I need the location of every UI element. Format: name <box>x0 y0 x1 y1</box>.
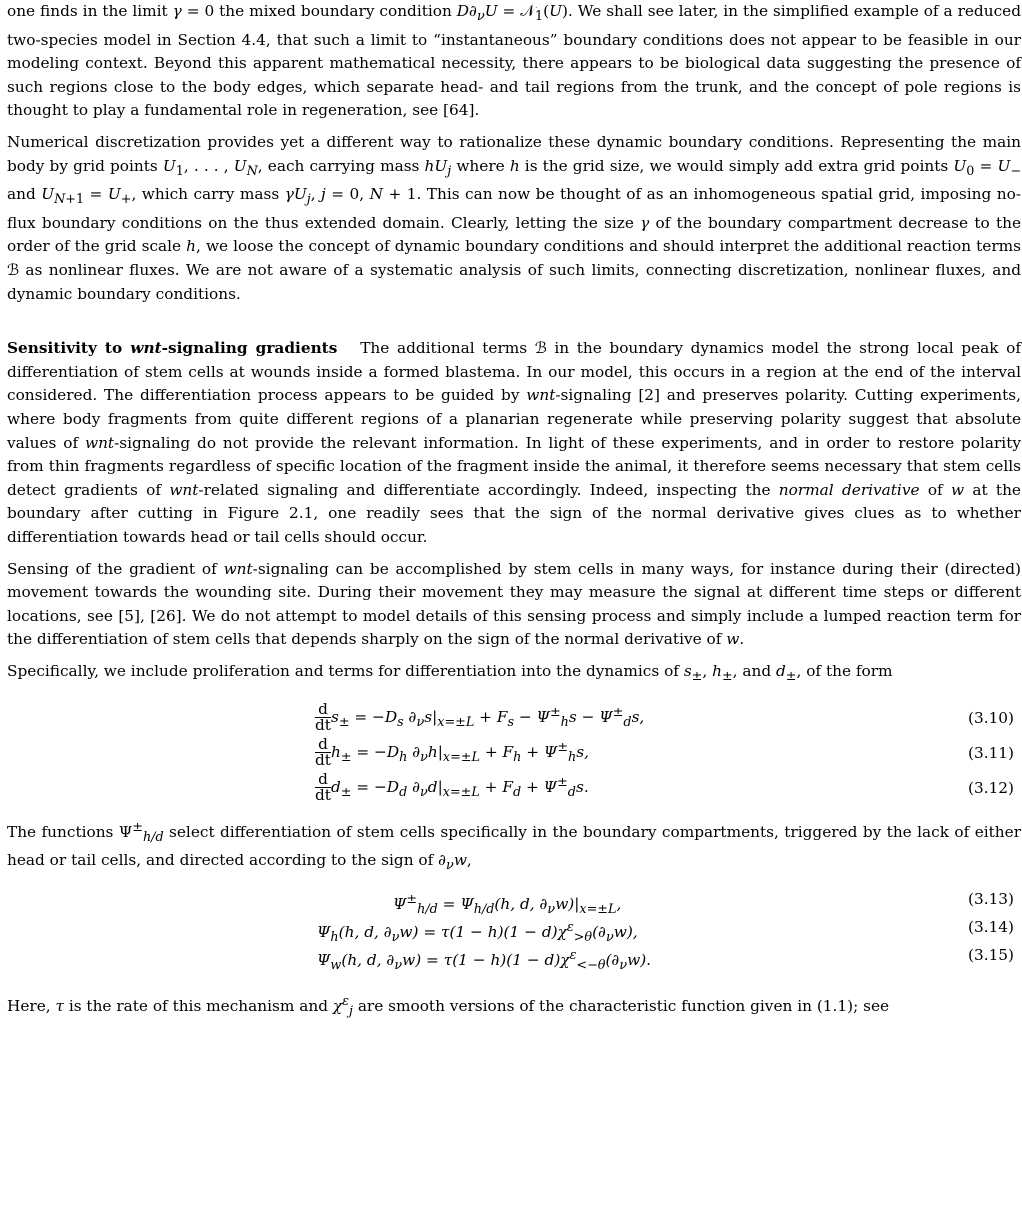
equation-block-dynamics <box>7 701 1021 806</box>
equation-3-10: $\frac{d}{dt}$ $s_\pm = -D_s$ $\partial_\nu s|_{x=\pm L} + F_s - \Psi^\pm_hs - \Psi^\pm_ds$, (3.10) <box>315 700 1014 735</box>
equation-3-15: $\Psi_w(h$, d, $\partial_\nu w) = \tau(1 - h)(1 - d)\chi^\varepsilon_{<-\theta}(\partial_\nu w)$. (3.15) <box>317 946 1014 974</box>
paragraph-discretization: Numerical discretization provides yet a different way to rationalize these dynamic boundary conditions. Representing the main body by grid points $U_1$, . . . , $U_N$, each carrying mass $hU_j$ where h is the grid size, we would simply add extra grid points $U_0 = U_-$ and $U_{N+1} = U_+$, which carry mass $\gamma U_j$, j = 0, N + 1. This can now be thought of as an inhomogeneous spatial grid, imposing no-flux boundary conditions on the thus extended domain. Clearly, letting the size γ of the boundary compartment decrease to the order of the grid scale h, we loose the concept of dynamic boundary conditions and should interpret the additional reaction terms ℬ as nonlinear fluxes. We are not aware of a systematic analysis of such limits, connecting discretization, nonlinear fluxes, and dynamic boundary conditions. <box>7 133 1022 303</box>
paragraph-gradient-sensing: Sensing of the gradient of wnt-signaling can be accomplished by stem cells in many ways, for instance during their (directed) movement towards the wounding site. During their movement they may measure the signal at different time steps or different locations, see [5], [26]. We do not attempt to model details of this sensing process and simply include a lumped reaction term for the differentiation of stem cells that depends sharply on the sign of the normal derivative of w. <box>7 559 1021 649</box>
paragraph-sensitivity: Sensitivity to wnt-signaling gradients The additional terms ℬ in the boundary dynamics model the strong local peak of differentiation of stem cells at wounds inside a formed blastema. In our model, this occurs in a region at the end of the interval considered. The differentiation process appears to be guided by wnt-signaling [2] and preserves polarity. Cutting experiments, where body fragments from quite different regions of a planarian regenerate while preserving polarity suggest that absolute values of wnt-signaling do not provide the relevant information. In light of these experiments, and in order to restore polarity from thin fragments regardless of specific location of the fragment inside the animal, it therefore seems necessary that stem cells detect gradients of wnt-related signaling and differentiate accordingly. Indeed, inspecting the normal derivative of w at the boundary after cutting in Figure 2.1, one readily sees that the sign of the normal derivative gives clues as to whether differentiation towards head or tail cells should occur. <box>7 339 1021 547</box>
equation-3-11: $\frac{d}{dt}$ $h_\pm = -D_h$ $\partial_\nu h|_{x=\pm L} + F_h + \Psi^\pm_hs$, (3.11) <box>315 735 1014 770</box>
equation-number: (3.14) <box>968 918 1014 936</box>
equation-number: (3.12) <box>968 778 1014 797</box>
equation-number: (3.15) <box>968 946 1014 964</box>
paragraph-specifically: Specifically, we include proliferation and terms for differentiation into the dynamics of $s_\pm$, $h_\pm$, and $d_\pm$, of the form <box>7 661 893 685</box>
equation-3-14: $\Psi_h(h$, d, $\partial_\nu w) = \tau(1 - h)(1 - d)\chi^\varepsilon_{>\theta}(\partial_\nu w)$, (3.14) <box>317 918 1014 946</box>
paragraph-heading: Sensitivity to wnt-signaling gradients <box>7 339 338 358</box>
paragraph-functions: The functions $\Psi^\pm_{h/d}$ select differentiation of stem cells specifically in the boundary compartments, triggered by the lack of either head or tail cells, and directed according to the sign of $\partial_\nu w$, <box>7 819 1022 874</box>
equation-number: (3.10) <box>968 708 1014 727</box>
equation-number: (3.13) <box>968 890 1014 908</box>
paragraph-here-tau: Here, τ is the rate of this mechanism and $\chi^\varepsilon_j$ are smooth versions of the characteristic function given in (1.1); see <box>7 994 890 1020</box>
equation-3-12: $\frac{d}{dt}$ $d_\pm = -D_d$ $\partial_\nu d|_{x=\pm L} + F_d + \Psi^\pm_ds$. (3.12) <box>315 770 1014 805</box>
paragraph-boundary-limit: one finds in the limit γ = 0 the mixed boundary condition $D\partial_\nu U$ = 𝒩$_1$(U). We shall see later, in the simplified example of a reduced two-species model in Section 4.4, that such a limit to “instantaneous” boundary conditions does not appear to be feasible in our modeling context. Beyond this apparent mathematical necessity, there appears to be biological data suggesting the presence of such regions close to the body edges, which separate head- and tail regions from the trunk, and the concept of pole regions is thought to play a fundamental role in regeneration, see [64]. <box>7 2 1021 120</box>
equation-block-psi <box>7 888 1021 972</box>
equation-3-13: $\Psi^\pm_{h/d} = \Psi_{h/d}(h$, d, $\partial_\nu w)|_{x=\pm L}$, (3.13) <box>393 890 1014 918</box>
equation-number: (3.11) <box>968 743 1014 762</box>
